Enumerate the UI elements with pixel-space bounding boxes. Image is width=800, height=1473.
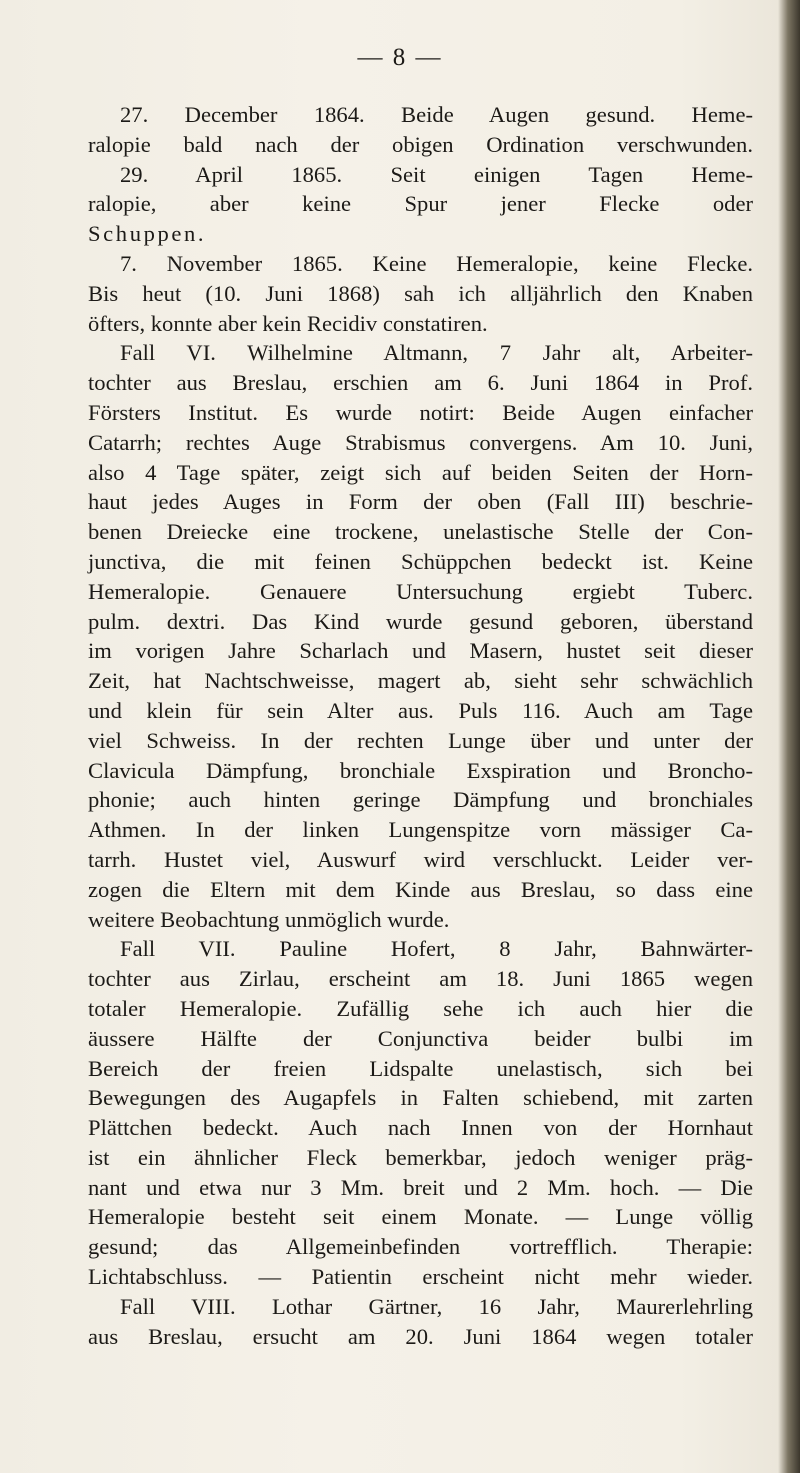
text-line: also 4 Tage später, zeigt sich auf beiden Seiten der Horn- — [88, 459, 753, 485]
text-line: Hemeralopie. Genauere Untersuchung ergiebt Tuberc. — [88, 578, 753, 604]
text-line: Schuppen. — [88, 221, 207, 247]
text-line: ist ein ähnlicher Fleck bemerkbar, jedoch weniger präg- — [88, 1144, 753, 1170]
text-line: nant und etwa nur 3 Mm. breit und 2 Mm. hoch. — Die — [88, 1174, 753, 1200]
text-line: weitere Beobachtung unmöglich wurde. — [88, 906, 450, 932]
text-line: Bewegungen des Augapfels in Falten schiebend, mit zarten — [88, 1085, 753, 1111]
text-line: viel Schweiss. In der rechten Lunge über und unter der — [88, 727, 753, 753]
text-line: Plättchen bedeckt. Auch nach Innen von der Hornhaut — [88, 1115, 753, 1141]
text-line: und klein für sein Alter aus. Puls 116. Auch am Tage — [88, 697, 753, 723]
text-line: öfters, konnte aber kein Recidiv constatiren. — [88, 310, 488, 336]
text-line: äussere Hälfte der Conjunctiva beider bulbi im — [88, 1025, 753, 1051]
text-line: ralopie bald nach der obigen Ordination verschwunden. — [88, 131, 753, 157]
text-line: Bereich der freien Lidspalte unelastisch, sich bei — [88, 1055, 753, 1081]
text-line: Zeit, hat Nachtschweisse, magert ab, sieht sehr schwächlich — [88, 668, 753, 694]
text-line: Athmen. In der linken Lungenspitze vorn mässiger Ca- — [88, 817, 753, 843]
text-line: Fall VII. Pauline Hofert, 8 Jahr, Bahnwärter- — [120, 936, 753, 962]
text-line: Bis heut (10. Juni 1868) sah ich alljährlich den Knaben — [88, 280, 753, 306]
text-line: aus Breslau, ersucht am 20. Juni 1864 wegen totaler — [88, 1323, 753, 1349]
text-line: Försters Institut. Es wurde notirt: Beide Augen einfacher — [88, 399, 753, 425]
text-line: zogen die Eltern mit dem Kinde aus Breslau, so dass eine — [88, 876, 753, 902]
text-line: totaler Hemeralopie. Zufällig sehe ich auch hier die — [88, 995, 753, 1021]
text-line: ralopie, aber keine Spur jener Flecke oder — [88, 191, 753, 217]
text-line: Fall VI. Wilhelmine Altmann, 7 Jahr alt, Arbeiter- — [120, 340, 753, 366]
text-line: gesund; das Allgemeinbefinden vortrefflich. Therapie: — [88, 1234, 753, 1260]
text-line: benen Dreiecke eine trockene, unelastische Stelle der Con- — [88, 519, 753, 545]
text-line: tochter aus Zirlau, erscheint am 18. Juni 1865 wegen — [88, 966, 753, 992]
text-line: 27. December 1864. Beide Augen gesund. Heme- — [120, 102, 753, 127]
text-line: Clavicula Dämpfung, bronchiale Exspiration und Broncho- — [88, 757, 753, 783]
text-line: im vorigen Jahre Scharlach und Masern, hustet seit dieser — [88, 638, 753, 664]
text-line: tarrh. Hustet viel, Auswurf wird verschluckt. Leider ver- — [88, 846, 753, 872]
text-line: 7. November 1865. Keine Hemeralopie, keine Flecke. — [120, 250, 753, 276]
text-line: Catarrh; rechtes Auge Strabismus convergens. Am 10. Juni, — [88, 429, 753, 455]
text-line: phonie; auch hinten geringe Dämpfung und bronchiales — [88, 787, 753, 813]
text-line: tochter aus Breslau, erschien am 6. Juni 1864 in Prof. — [88, 370, 753, 396]
text-line: junctiva, die mit feinen Schüppchen bedeckt ist. Keine — [88, 548, 753, 574]
text-line: 29. April 1865. Seit einigen Tagen Heme- — [120, 161, 753, 187]
text-line: pulm. dextri. Das Kind wurde gesund geboren, überstand — [88, 608, 753, 634]
page-edge-shadow — [778, 0, 800, 1473]
text-line: haut jedes Auges in Form der oben (Fall III) beschrie- — [88, 489, 753, 515]
text-line: Lichtabschluss. — Patientin erscheint nicht mehr wieder. — [88, 1264, 753, 1290]
text-line: Hemeralopie besteht seit einem Monate. — Lunge völlig — [88, 1204, 753, 1230]
text-line: Fall VIII. Lothar Gärtner, 16 Jahr, Maurerlehrling — [120, 1293, 753, 1319]
body-text — [88, 100, 753, 1351]
page-number: — 8 — — [357, 44, 443, 71]
